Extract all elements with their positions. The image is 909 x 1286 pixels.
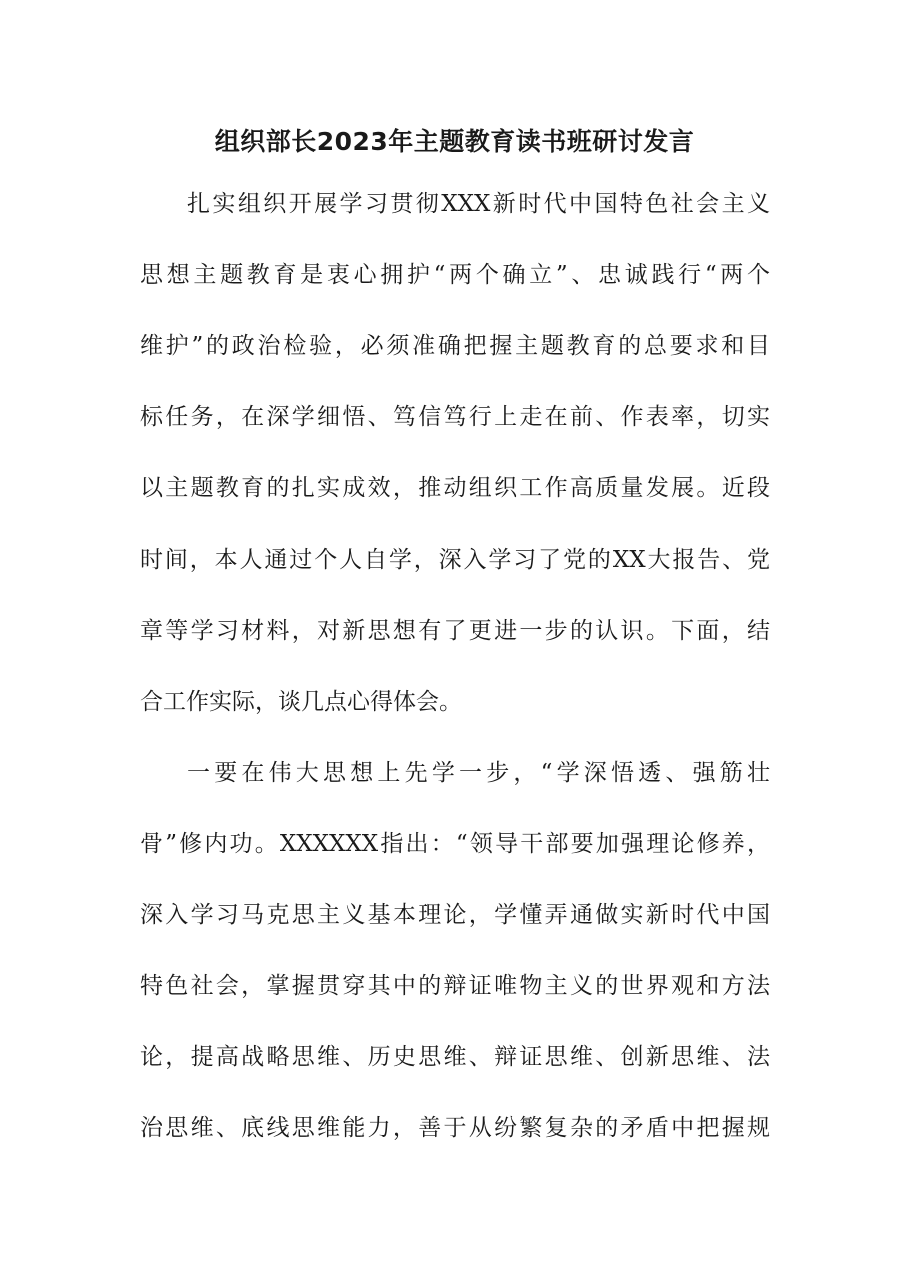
paragraph-line: 扎实组织开展学习贯彻XXX新时代中国特色社会主义 [187, 191, 770, 217]
paragraph-line: 骨”修内功。XXXXXX指出：“领导干部要加强理论修养， [140, 831, 770, 857]
document-title: 组织部长2023年主题教育读书班研讨发言 [214, 127, 695, 156]
paragraph-line: 以主题教育的扎实成效，推动组织工作高质量发展。近段 [140, 475, 770, 501]
paragraph-line: 思想主题教育是衷心拥护“两个确立”、忠诚践行“两个 [140, 262, 770, 288]
paragraph-line: 标任务，在深学细悟、笃信笃行上走在前、作表率，切实 [140, 404, 770, 430]
paragraph-line: 深入学习马克思主义基本理论，学懂弄通做实新时代中国 [140, 902, 770, 928]
paragraph-line: 时间，本人通过个人自学，深入学习了党的XX大报告、党 [140, 547, 770, 573]
paragraph-line: 治思维、底线思维能力，善于从纷繁复杂的矛盾中把握规 [140, 1115, 770, 1141]
paragraph-line: 论，提高战略思维、历史思维、辩证思维、创新思维、法 [140, 1044, 770, 1070]
paragraph-line: 章等学习材料，对新思想有了更进一步的认识。下面，结 [140, 618, 770, 644]
paragraph-line: 合工作实际，谈几点心得体会。 [140, 689, 462, 715]
paragraph-line: 特色社会，掌握贯穿其中的辩证唯物主义的世界观和方法 [140, 973, 770, 999]
paragraph-line: 一要在伟大思想上先学一步，“学深悟透、强筋壮 [187, 760, 770, 786]
paragraph-line: 维护”的政治检验，必须准确把握主题教育的总要求和目 [140, 333, 770, 359]
